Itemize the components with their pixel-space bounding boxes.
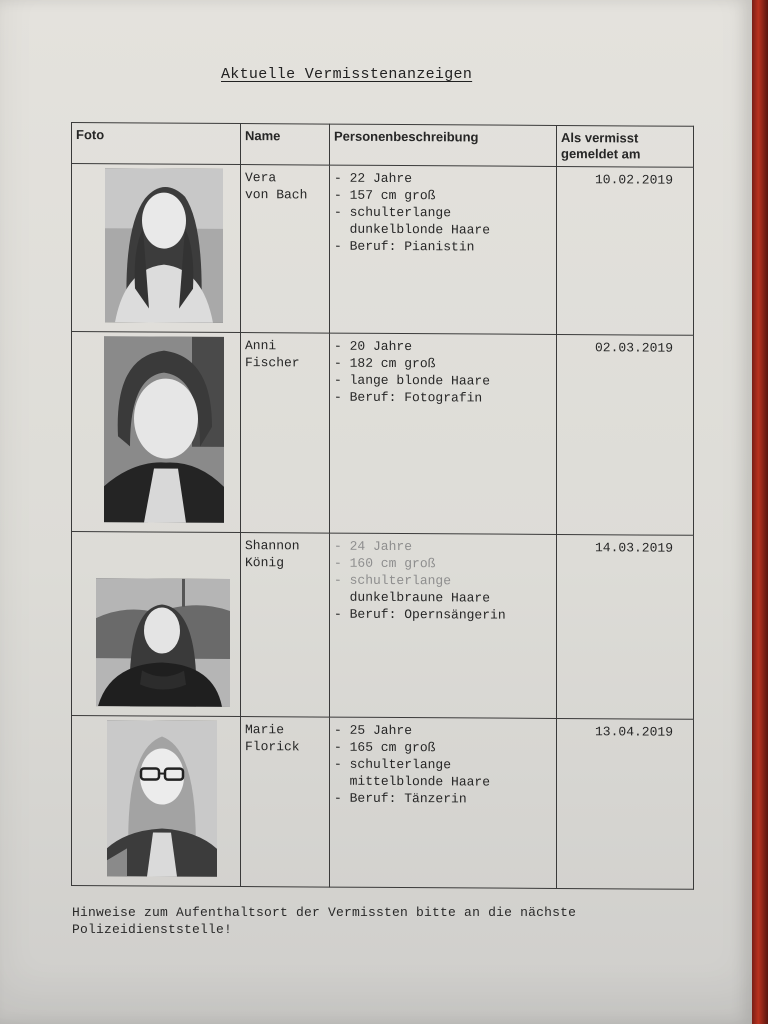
desc-age: - 22 Jahre (334, 170, 413, 187)
desc-height: - 182 cm groß (334, 355, 436, 372)
description-cell (330, 333, 557, 534)
name-cell (241, 717, 330, 888)
photo-cell (72, 532, 241, 717)
description-cell (330, 533, 557, 718)
photo-cell (72, 716, 241, 887)
desc-job: - Beruf: Pianistin (334, 238, 475, 255)
table-row (72, 332, 694, 536)
desc-age: - 20 Jahre (334, 338, 413, 355)
table-row (72, 164, 694, 336)
desc-hair-1: - schulterlange (334, 572, 452, 589)
photo-cell (72, 332, 241, 533)
desc-age: - 24 Jahre (334, 538, 413, 555)
desc-height: - 157 cm groß (334, 187, 436, 204)
name-cell (241, 333, 330, 534)
desc-height: - 165 cm groß (334, 739, 436, 756)
desc-hair-1: - lange blonde Haare (334, 372, 491, 389)
last-name: Fischer (245, 355, 300, 371)
document-title: Aktuelle Vermisstenanzeigen (221, 66, 473, 83)
description-cell (330, 717, 557, 888)
header-name: Name (241, 124, 330, 166)
person-photo-anni (104, 336, 224, 523)
person-photo-shannon (96, 578, 230, 707)
date-cell: 10.02.2019 (557, 166, 694, 335)
description-cell (330, 165, 557, 334)
first-name: Marie (245, 722, 285, 738)
first-name: Shannon (245, 538, 300, 554)
missing-persons-table (71, 122, 694, 890)
date-cell: 14.03.2019 (557, 534, 694, 719)
footer-note: Hinweise zum Aufenthaltsort der Vermissten bitte an die nächste Polizeidienststelle! (72, 905, 577, 937)
red-background-edge (752, 0, 768, 1024)
header-reported-line2: gemeldet am (561, 145, 641, 162)
name-cell (241, 165, 330, 334)
header-reported-date (557, 125, 694, 167)
date-cell: 13.04.2019 (557, 718, 694, 889)
first-name: Vera (245, 170, 277, 186)
header-description: Personenbeschreibung (330, 124, 557, 166)
desc-job: - Beruf: Opernsängerin (334, 606, 506, 623)
table-row (72, 532, 694, 720)
first-name: Anni (245, 338, 277, 354)
table-header-row (72, 123, 694, 168)
desc-age: - 25 Jahre (334, 722, 413, 739)
last-name: von Bach (245, 187, 308, 203)
desc-job: - Beruf: Tänzerin (334, 790, 467, 807)
desc-hair-2: dunkelbraune Haare (334, 589, 491, 606)
last-name: Florick (245, 739, 300, 755)
desc-hair-1: - schulterlange (334, 756, 452, 773)
date-cell: 02.03.2019 (557, 334, 694, 535)
desc-height: - 160 cm groß (334, 555, 436, 572)
desc-hair-2: mittelblonde Haare (334, 773, 491, 790)
name-cell (241, 533, 330, 718)
person-photo-vera (105, 168, 223, 323)
header-reported-line1: Als vermisst (561, 129, 639, 146)
person-photo-marie (107, 720, 217, 877)
last-name: König (245, 555, 285, 571)
desc-job: - Beruf: Fotografin (334, 389, 483, 406)
header-photo: Foto (72, 123, 241, 165)
photo-cell (72, 164, 241, 333)
table-row (72, 716, 694, 890)
desc-hair-1: - schulterlange (334, 204, 452, 221)
desc-hair-2: dunkelblonde Haare (334, 221, 491, 238)
